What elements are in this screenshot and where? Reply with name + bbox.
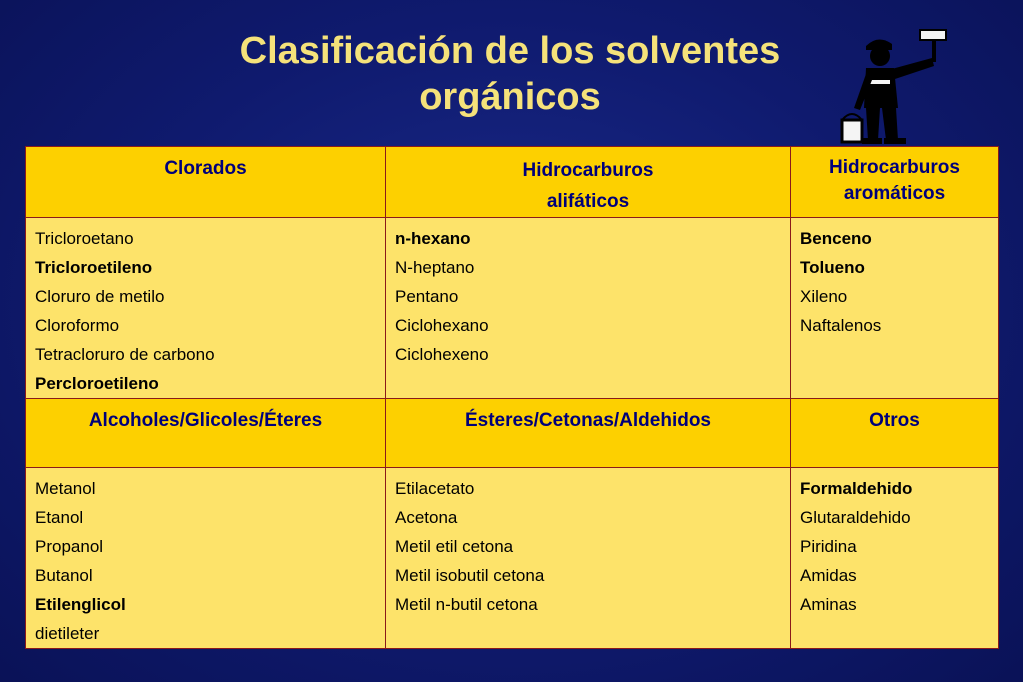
- solvent-item: dietileter: [35, 624, 100, 643]
- solvent-item: Metil etil cetona: [395, 537, 514, 556]
- header-hidrocarburos-alifaticos: [386, 147, 791, 218]
- header-text-line-2: alifáticos: [546, 191, 630, 212]
- solvent-item: Tolueno: [800, 258, 865, 277]
- solvent-item: Etilenglicol: [35, 595, 126, 614]
- solvent-item: Etanol: [35, 508, 84, 527]
- solvent-item: n-hexano: [395, 229, 471, 248]
- solvent-item: Butanol: [35, 566, 93, 585]
- solvent-item: Xileno: [800, 287, 848, 306]
- header-text-line-2: aromáticos: [843, 183, 946, 204]
- solvent-item: Ciclohexeno: [395, 345, 489, 364]
- solvent-item: Etilacetato: [395, 479, 475, 498]
- solvent-item: Metanol: [35, 479, 96, 498]
- cell-aromaticos: [791, 218, 999, 399]
- cell-alifaticos: [386, 218, 791, 399]
- solvent-item: Piridina: [800, 537, 857, 556]
- solvent-item: Cloroformo: [35, 316, 120, 335]
- solvent-item: Aminas: [800, 595, 857, 614]
- header-esteres-cetonas-aldehidos: Ésteres/Cetonas/Aldehidos: [386, 399, 791, 468]
- header-otros: Otros: [791, 399, 999, 468]
- solvent-item: Tetracloruro de carbono: [35, 345, 215, 364]
- solvent-item: Tricloroetileno: [35, 258, 153, 277]
- header-alcoholes-glicoles-eteres: Alcoholes/Glicoles/Éteres: [26, 399, 386, 468]
- solvent-item: Amidas: [800, 566, 857, 585]
- solvent-item: Metil n-butil cetona: [395, 595, 538, 614]
- solvent-item: Tricloroetano: [35, 229, 134, 248]
- solvent-item: Pentano: [395, 287, 459, 306]
- cell-otros: [791, 468, 999, 649]
- solvent-item: Glutaraldehido: [800, 508, 911, 527]
- data-row-2: [26, 468, 999, 649]
- header-clorados: Clorados: [26, 147, 386, 218]
- header-text-line-1: Hidrocarburos: [522, 160, 654, 181]
- solvent-item: Percloroetileno: [35, 374, 159, 393]
- solvent-item: Formaldehido: [800, 479, 913, 498]
- solvent-item: Benceno: [800, 229, 872, 248]
- cell-clorados: [26, 218, 386, 399]
- data-row-1: [26, 218, 999, 399]
- title-line-2: orgánicos: [419, 76, 601, 118]
- solvent-item: Cloruro de metilo: [35, 287, 165, 306]
- header-hidrocarburos-aromaticos: [791, 147, 999, 218]
- solvent-item: Metil isobutil cetona: [395, 566, 545, 585]
- header-row-1: [26, 147, 999, 218]
- solvent-item: Propanol: [35, 537, 104, 556]
- cell-alcoholes: [26, 468, 386, 649]
- solvent-item: Ciclohexano: [395, 316, 489, 335]
- cell-esteres: [386, 468, 791, 649]
- header-text-line-1: Hidrocarburos: [829, 157, 960, 178]
- solvent-item: N-heptano: [395, 258, 475, 277]
- painter-with-roller-icon: [836, 28, 950, 146]
- solvent-item: Naftalenos: [800, 316, 882, 335]
- header-row-2: [26, 399, 999, 468]
- solvent-item: Acetona: [395, 508, 458, 527]
- slide-title: [150, 28, 870, 120]
- solvents-table: [25, 146, 999, 649]
- title-line-1: Clasificación de los solventes: [239, 30, 781, 72]
